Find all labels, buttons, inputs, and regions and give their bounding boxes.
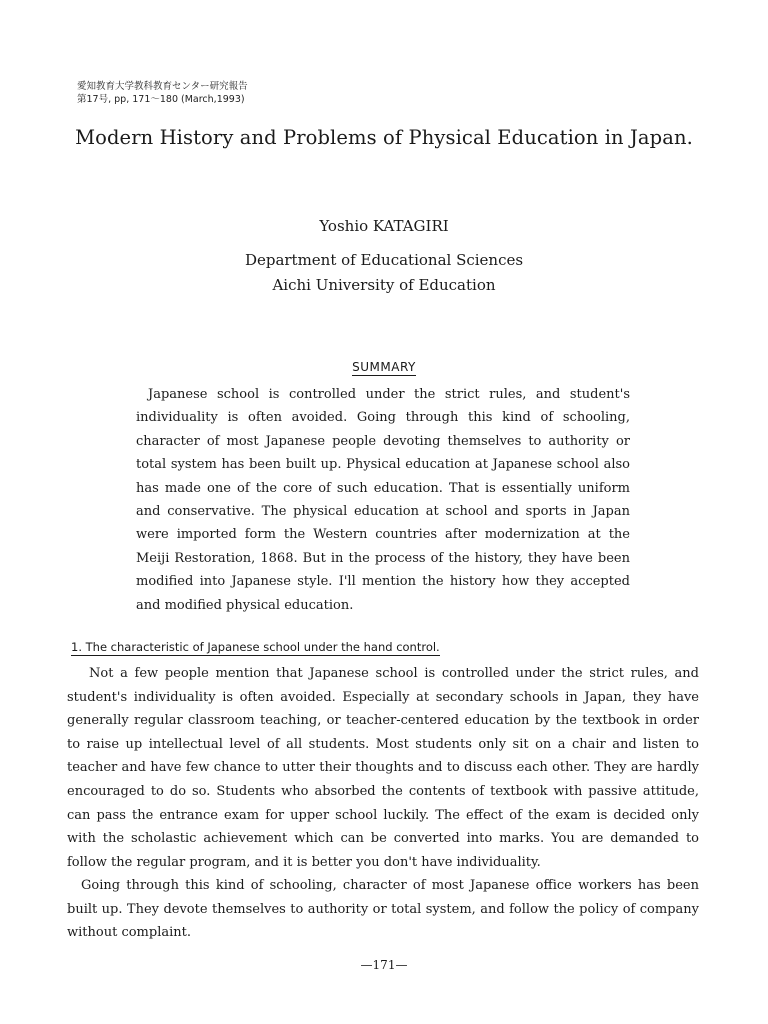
section-heading xyxy=(71,640,440,654)
summary-abstract: Japanese school is controlled under the strict rules, and student's individuality is often avoided. Going through this kind of schooling, character of most Japanese people devoting themselves to authority or total system has been built up. Physical education at Japanese school also has made one of the core of such education. That is essentially uniform and conservative. The physical education at school and sports in Japan were imported form the Western countries after modernization at the Meiji Restoration, 1868. But in the process of the history, they have been modified into Japanese style. I'll mention the history how they accepted and modified physical education. xyxy=(136,387,630,613)
paper-title: Modern History and Problems of Physical Education in Japan. xyxy=(75,126,693,149)
section-heading-text: 1. The characteristic of Japanese school under the hand control. xyxy=(71,640,440,654)
page-number: —171— xyxy=(360,958,408,972)
body-paragraph: Not a few people mention that Japanese school is controlled under the strict rules, and student's individuality is often avoided. Especially at secondary schools in Japan, they have generally regular classroom teaching, or teacher-centered education by the textbook in order to raise up intellectual level of all students. Most students only sit on a chair and listen to teacher and have few chance to utter their thoughts and to discuss each other. They are hardly encouraged to do so. Students who absorbed the contents of textbook with passive attitude, can pass the entrance exam for upper school luckily. The effect of the exam is decided only with the scholastic achievement which can be converted into marks. You are demanded to follow the regular program, and it is better you don't have individuality. xyxy=(67,666,699,870)
summary-heading xyxy=(0,360,768,374)
journal-volume-info: 第17号, pp, 171〜180 (March,1993) xyxy=(77,94,245,105)
author-department: Department of Educational Sciences xyxy=(244,251,524,269)
journal-name: 愛知教育大学教科教育センター研究報告 xyxy=(77,81,248,92)
author-name: Yoshio KATAGIRI xyxy=(319,217,449,235)
summary-heading-text: SUMMARY xyxy=(352,360,416,374)
author-university: Aichi University of Education xyxy=(272,276,496,294)
body-paragraph: Going through this kind of schooling, character of most Japanese office workers has been built up. They devote themselves to authority or total system, and follow the policy of company without complaint. xyxy=(67,878,699,941)
journal-citation xyxy=(77,80,248,106)
